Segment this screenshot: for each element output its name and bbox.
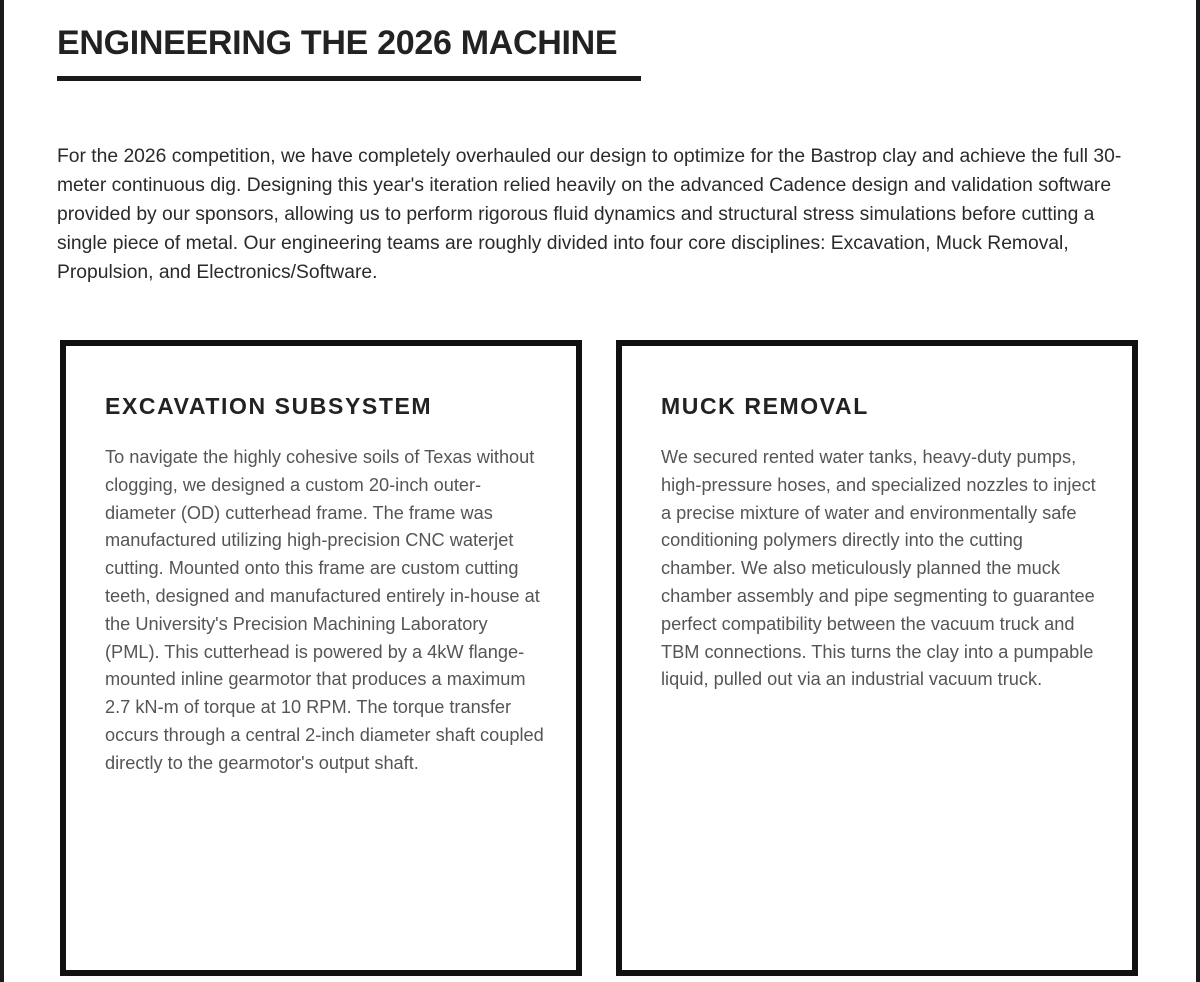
card-title-excavation: EXCAVATION SUBSYSTEM — [105, 393, 433, 419]
page-frame-right-border — [1196, 0, 1200, 982]
intro-paragraph: For the 2026 competition, we have completely overhauled our design to optimize for the Bastrop clay and achieve the full 30-meter continuous dig. Designing this year's iteration relied heavily on the advanced Cadence design and validation software provided by our sponsors, allowing us to perform rigorous fluid dynamics and structural stress simulations before cutting a single piece of metal. Our engineering teams are roughly divided into four core disciplines: Excavation, Muck Removal, Propulsion, and Electronics/Software. — [57, 146, 1122, 283]
card-body-muck-removal: We secured rented water tanks, heavy-duty pumps, high-pressure hoses, and specialized nozzles to inject a precise mixture of water and environmentally safe conditioning polymers directly into the cutting chamber. We also meticulously planned the muck chamber assembly and pipe segmenting to guarantee perfect compatibility between the vacuum truck and TBM connections. This turns the clay into a pumpable liquid, pulled out via an industrial vacuum truck. — [661, 447, 1096, 690]
muck-removal-card — [616, 340, 1138, 976]
card-body-excavation: To navigate the highly cohesive soils of Texas without clogging, we designed a custom 20-inch outer-diameter (OD) cutterhead frame. The frame was manufactured utilizing high-precision CNC waterjet cutting. Mounted onto this frame are custom cutting teeth, designed and manufactured entirely in-house at the University's Precision Machining Laboratory (PML). This cutterhead is powered by a 4kW flange-mounted inline gearmotor that produces a maximum 2.7 kN-m of torque at 10 RPM. The torque transfer occurs through a central 2-inch diameter shaft coupled directly to the gearmotor's output shaft. — [105, 447, 544, 773]
card-title-muck-removal: MUCK REMOVAL — [661, 393, 869, 419]
title-underline-divider — [57, 76, 641, 81]
page-title: ENGINEERING THE 2026 MACHINE — [57, 24, 618, 62]
page-frame-left-border — [0, 0, 4, 982]
excavation-subsystem-card — [60, 340, 582, 976]
